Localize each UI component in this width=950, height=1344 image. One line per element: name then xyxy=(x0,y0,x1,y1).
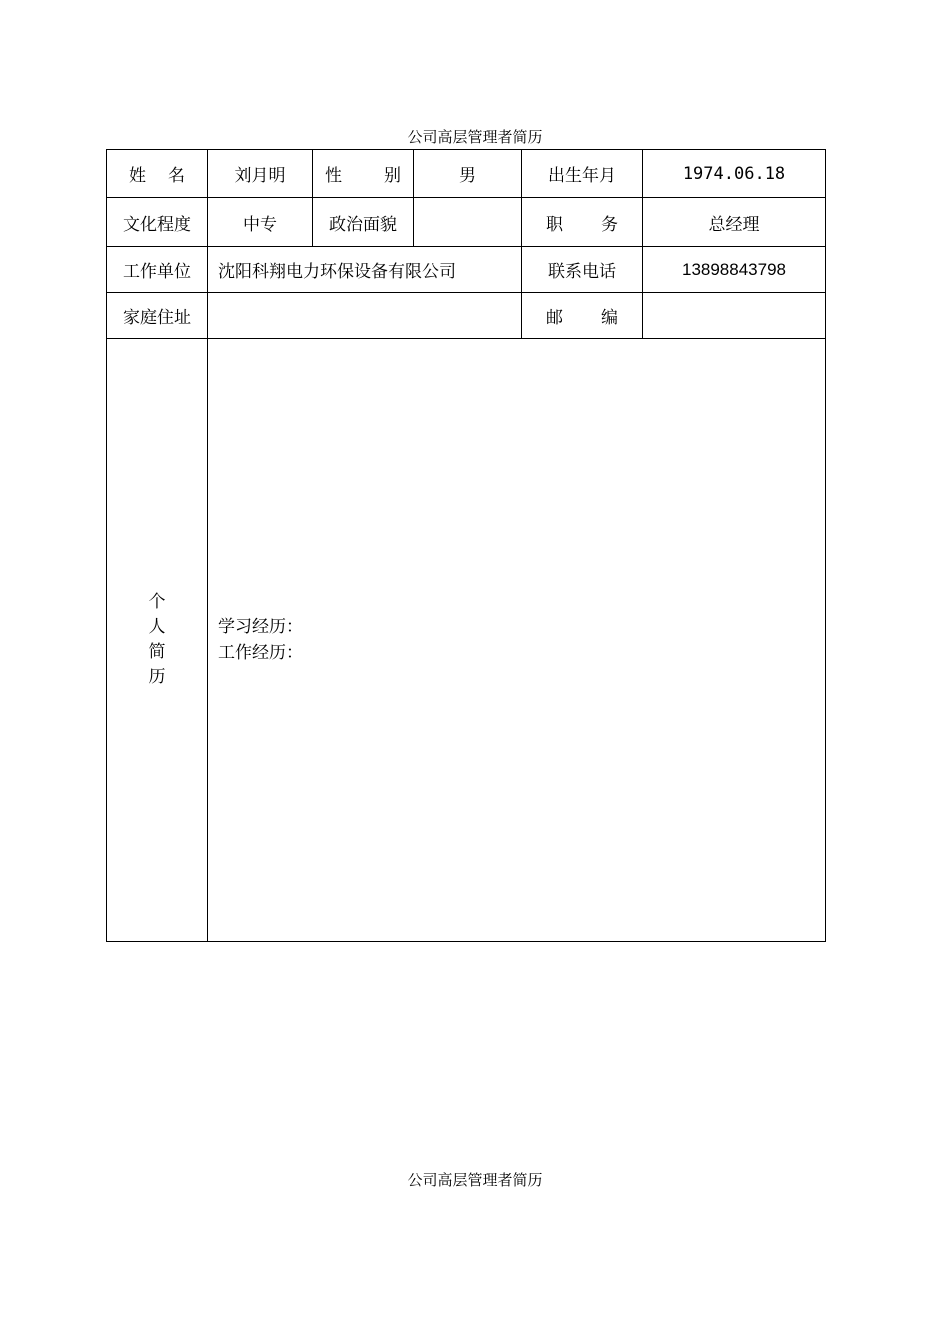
resume-form-table xyxy=(106,149,826,942)
name-label-char-2: 名 xyxy=(168,166,185,186)
resume-label-char-1: 个 xyxy=(148,592,166,612)
form-row-address xyxy=(107,293,826,339)
employer-value[interactable]: 沈阳科翔电力环保设备有限公司 xyxy=(208,247,522,293)
postcode-value[interactable] xyxy=(643,293,826,339)
position-label xyxy=(522,198,643,247)
name-label-char-1: 姓 xyxy=(129,166,146,186)
birth-value[interactable]: 1974.06.18 xyxy=(643,150,826,198)
political-label: 政治面貌 xyxy=(313,198,414,247)
employer-label: 工作单位 xyxy=(107,247,208,293)
political-value[interactable] xyxy=(414,198,522,247)
education-label: 文化程度 xyxy=(107,198,208,247)
work-history-label: 工作经历： xyxy=(218,643,303,663)
gender-label-char-1: 性 xyxy=(325,166,342,186)
document-title: 公司高层管理者简历 xyxy=(407,128,543,146)
form-row-employer xyxy=(107,247,826,293)
resume-label-char-2: 人 xyxy=(148,617,166,637)
phone-label: 联系电话 xyxy=(522,247,643,293)
footer-title: 公司高层管理者简历 xyxy=(407,1171,543,1189)
position-label-char-2: 务 xyxy=(601,214,618,235)
gender-label xyxy=(313,150,414,198)
postcode-label-char-1: 邮 xyxy=(546,308,563,328)
postcode-label xyxy=(522,293,643,339)
postcode-label-char-2: 编 xyxy=(601,308,618,328)
resume-content[interactable] xyxy=(208,339,826,942)
resume-label-char-4: 历 xyxy=(148,667,166,687)
name-label xyxy=(107,150,208,198)
birth-label: 出生年月 xyxy=(522,150,643,198)
resume-label xyxy=(107,339,208,942)
phone-value[interactable]: 13898843798 xyxy=(643,247,826,293)
form-row-basic xyxy=(107,150,826,198)
form-row-resume xyxy=(107,339,826,942)
address-value[interactable] xyxy=(208,293,522,339)
gender-value[interactable]: 男 xyxy=(414,150,522,198)
gender-label-char-2: 别 xyxy=(384,166,401,186)
position-label-char-1: 职 xyxy=(546,214,563,235)
form-row-education xyxy=(107,198,826,247)
education-value[interactable]: 中专 xyxy=(208,198,313,247)
position-value[interactable]: 总经理 xyxy=(643,198,826,247)
study-history-label: 学习经历： xyxy=(218,617,303,637)
name-value[interactable]: 刘月明 xyxy=(208,150,313,198)
address-label: 家庭住址 xyxy=(107,293,208,339)
resume-label-char-3: 简 xyxy=(148,642,166,662)
